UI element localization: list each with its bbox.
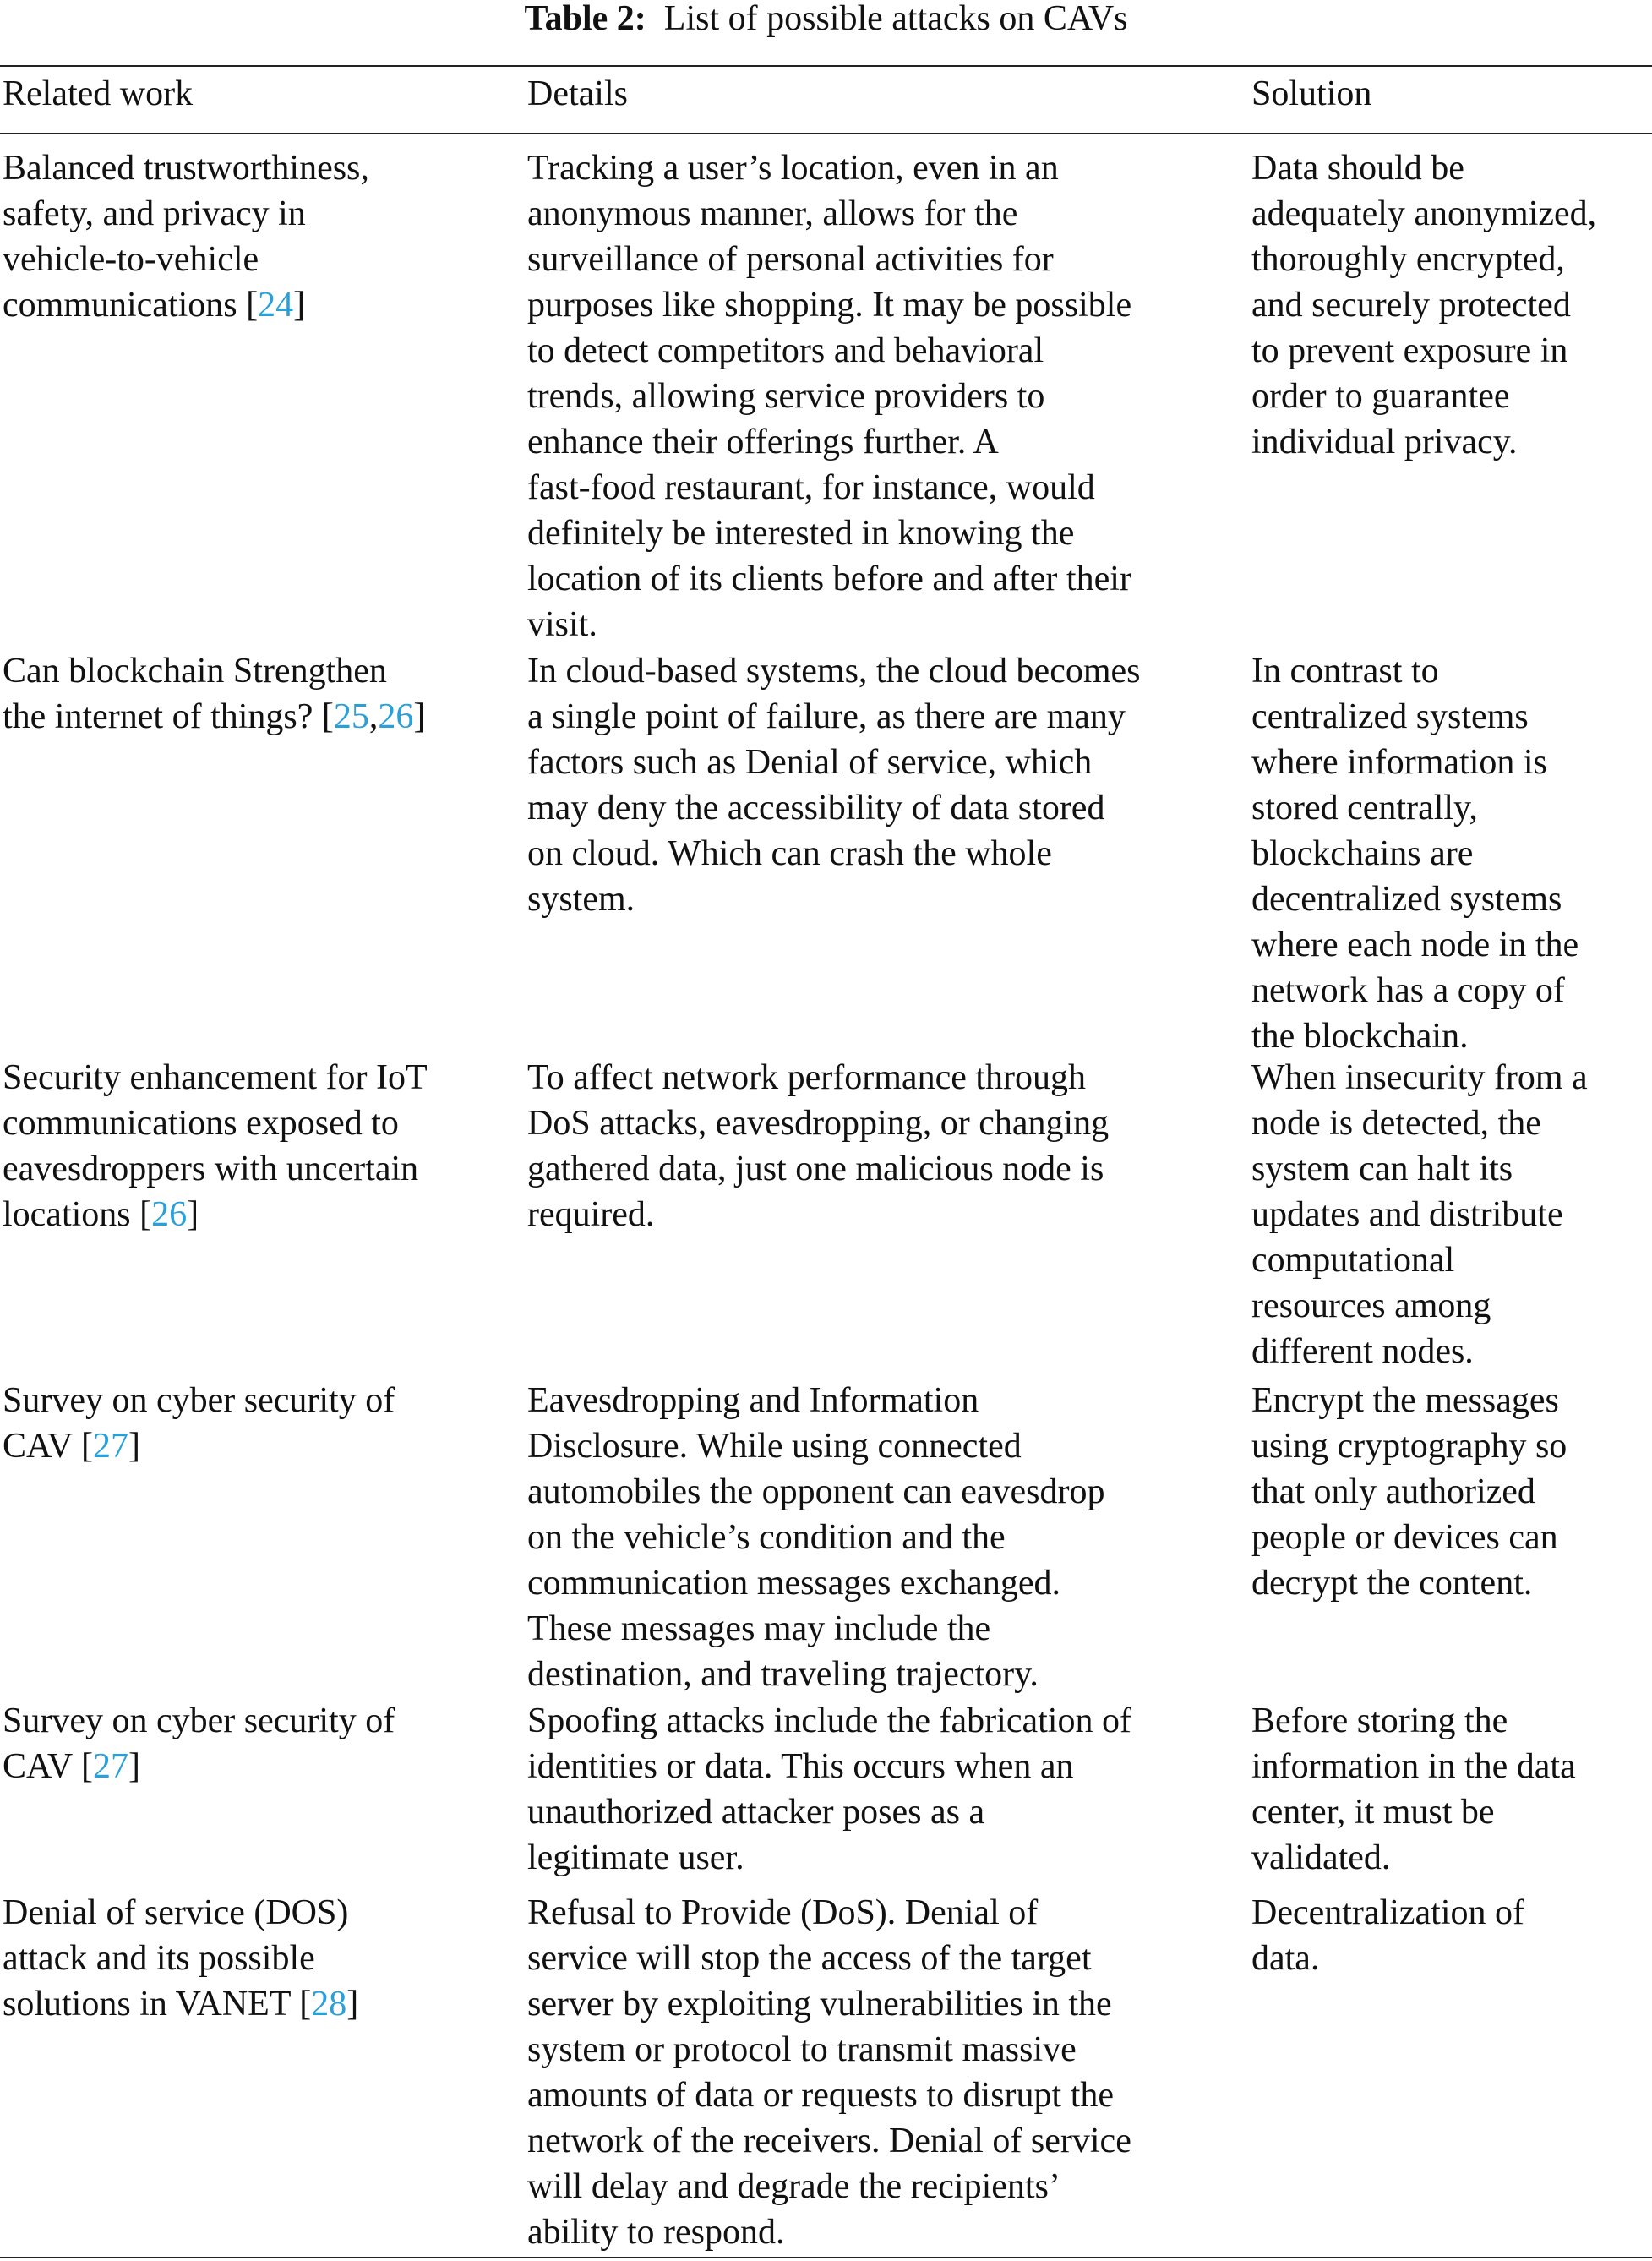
text-segment: to detect competitors and behavioral (527, 331, 1044, 370)
text-segment: These messages may include the (527, 1609, 991, 1648)
text-line (527, 374, 1131, 419)
text-line (1251, 877, 1578, 922)
text-line (1251, 922, 1578, 968)
text-segment: decrypt the content. (1251, 1564, 1533, 1603)
caption-title: List of possible attacks on CAVs (663, 0, 1128, 38)
text-segment: updates and distribute (1251, 1195, 1563, 1234)
details-cell (527, 648, 1140, 922)
text-segment: will delay and degrade the recipients’ (527, 2167, 1060, 2206)
text-segment: center, it must be (1251, 1793, 1495, 1832)
text-segment: communication messages exchanged. (527, 1564, 1060, 1603)
text-line (527, 465, 1131, 511)
text-line (527, 1423, 1104, 1469)
text-segment: solutions in VANET [ (3, 1985, 312, 2023)
text-segment: trends, allowing service providers to (527, 377, 1045, 416)
text-line (527, 145, 1131, 191)
text-line (1251, 1100, 1588, 1146)
text-line (1251, 1560, 1567, 1606)
text-segment: blockchains are (1251, 834, 1474, 873)
solution-cell (1251, 1698, 1576, 1881)
details-cell (527, 145, 1131, 647)
text-segment: Data should be (1251, 149, 1464, 188)
text-segment: adequately anonymized, (1251, 194, 1597, 233)
related-work-cell (3, 1055, 428, 1237)
text-segment: required. (527, 1195, 655, 1234)
text-line (1251, 1835, 1576, 1881)
text-segment: ] (413, 697, 426, 736)
text-line (527, 2164, 1131, 2209)
text-line (3, 1981, 358, 2027)
text-line (1251, 191, 1596, 237)
solution-cell (1251, 1890, 1524, 1981)
text-segment: server by exploiting vulnerabilities in the (527, 1985, 1112, 2023)
text-line (527, 1192, 1109, 1237)
text-line (527, 694, 1140, 740)
text-line (527, 511, 1131, 556)
text-segment: Eavesdropping and Information (527, 1381, 979, 1420)
related-work-cell (3, 145, 369, 328)
citation-link[interactable]: 24 (258, 286, 294, 325)
text-line (3, 1100, 428, 1146)
text-line (527, 282, 1131, 328)
text-segment: When insecurity from a (1251, 1058, 1588, 1097)
text-line (1251, 785, 1578, 831)
citation-link[interactable]: 26 (151, 1195, 188, 1234)
text-line (527, 237, 1131, 282)
header-solution: Solution (1251, 74, 1372, 113)
citation-link[interactable]: 28 (311, 1985, 347, 2023)
text-line (527, 1100, 1109, 1146)
text-segment: order to guarantee (1251, 377, 1510, 416)
text-segment: stored centrally, (1251, 789, 1478, 827)
text-line (3, 191, 369, 237)
text-line (527, 1469, 1104, 1515)
text-line (3, 1890, 358, 1936)
text-line (527, 1936, 1131, 1981)
text-line (1251, 1469, 1567, 1515)
text-line (1251, 968, 1578, 1013)
text-segment: Refusal to Provide (DoS). Denial of (527, 1893, 1039, 1932)
text-segment: automobiles the opponent can eavesdrop (527, 1472, 1105, 1511)
text-line (1251, 419, 1596, 465)
table-header-rule (0, 133, 1652, 134)
text-line (1251, 1329, 1588, 1374)
text-line (1251, 1192, 1588, 1237)
text-segment: CAV [ (3, 1427, 93, 1466)
text-segment: To affect network performance through (527, 1058, 1087, 1097)
text-segment: where information is (1251, 743, 1547, 782)
text-line (1251, 831, 1578, 877)
text-line (527, 740, 1140, 785)
text-segment: using cryptography so (1251, 1427, 1567, 1466)
text-line (1251, 1237, 1588, 1283)
text-segment: Survey on cyber security of (3, 1701, 395, 1740)
text-line (527, 831, 1140, 877)
text-line (1251, 145, 1596, 191)
text-line (527, 1515, 1104, 1560)
text-segment: ] (128, 1427, 140, 1466)
text-segment: anonymous manner, allows for the (527, 194, 1018, 233)
caption-label: Table 2: (524, 0, 646, 38)
text-segment: system. (527, 880, 635, 919)
text-line (527, 1835, 1131, 1881)
text-segment: safety, and privacy in (3, 194, 306, 233)
text-line (3, 1698, 395, 1744)
text-segment: Encrypt the messages (1251, 1381, 1559, 1420)
text-segment: to prevent exposure in (1251, 331, 1568, 370)
text-segment: may deny the accessibility of data stored (527, 789, 1105, 827)
text-line (1251, 740, 1578, 785)
text-segment: gathered data, just one malicious node is (527, 1150, 1104, 1188)
details-cell (527, 1698, 1131, 1881)
text-segment: Spoofing attacks include the fabrication of (527, 1701, 1131, 1740)
text-segment: node is detected, the (1251, 1104, 1541, 1143)
text-segment: and securely protected (1251, 286, 1571, 325)
text-line (527, 602, 1131, 647)
text-line (527, 1560, 1104, 1606)
text-line (3, 282, 369, 328)
text-line (527, 1744, 1131, 1789)
text-segment: In contrast to (1251, 652, 1439, 691)
text-segment: ] (128, 1747, 140, 1786)
text-segment: visit. (527, 605, 597, 644)
text-line (1251, 1515, 1567, 1560)
details-cell (527, 1378, 1104, 1697)
text-segment: Survey on cyber security of (3, 1381, 395, 1420)
text-line (1251, 1698, 1576, 1744)
text-line (1251, 328, 1596, 374)
text-segment: information in the data (1251, 1747, 1576, 1786)
text-line (527, 1652, 1104, 1697)
text-segment: CAV [ (3, 1747, 93, 1786)
text-line (1251, 1146, 1588, 1192)
text-line (1251, 1744, 1576, 1789)
text-segment: identities or data. This occurs when an (527, 1747, 1074, 1786)
text-line (3, 1936, 358, 1981)
text-segment: Decentralization of (1251, 1893, 1524, 1932)
text-line (527, 1055, 1109, 1100)
text-line (3, 1744, 395, 1789)
text-line (1251, 1283, 1588, 1329)
text-segment: attack and its possible (3, 1939, 315, 1978)
solution-cell (1251, 1055, 1588, 1374)
text-segment: Denial of service (DOS) (3, 1893, 349, 1932)
text-line (527, 1146, 1109, 1192)
text-line (527, 2209, 1131, 2255)
text-line (3, 1423, 395, 1469)
solution-cell (1251, 145, 1596, 465)
header-details: Details (527, 74, 628, 113)
citation-link[interactable]: 26 (378, 697, 414, 736)
text-segment: people or devices can (1251, 1518, 1558, 1557)
text-segment: Tracking a user’s location, even in an (527, 149, 1059, 188)
text-segment: on the vehicle’s condition and the (527, 1518, 1006, 1557)
text-segment: DoS attacks, eavesdropping, or changing (527, 1104, 1110, 1143)
text-segment: network of the receivers. Denial of service (527, 2122, 1131, 2160)
text-line (527, 648, 1140, 694)
text-segment: ] (346, 1985, 359, 2023)
text-line (1251, 282, 1596, 328)
related-work-cell (3, 648, 425, 740)
text-segment: on cloud. Which can crash the whole (527, 834, 1052, 873)
text-segment: the internet of things? [ (3, 697, 334, 736)
text-line (1251, 374, 1596, 419)
text-line (1251, 1890, 1524, 1936)
text-segment: thoroughly encrypted, (1251, 240, 1565, 279)
header-related-work: Related work (3, 74, 194, 113)
text-segment: purposes like shopping. It may be possible (527, 286, 1132, 325)
text-line (3, 145, 369, 191)
text-segment: ] (187, 1195, 199, 1234)
text-line (1251, 1789, 1576, 1835)
text-segment: Balanced trustworthiness, (3, 149, 369, 188)
text-line (527, 2118, 1131, 2164)
text-segment: Security enhancement for IoT (3, 1058, 428, 1097)
details-cell (527, 1890, 1131, 2255)
text-segment: ability to respond. (527, 2213, 785, 2252)
text-segment: that only authorized (1251, 1472, 1535, 1511)
text-segment: computational (1251, 1241, 1455, 1280)
text-segment: definitely be interested in knowing the (527, 514, 1075, 553)
text-segment: network has a copy of (1251, 971, 1565, 1010)
text-segment: where each node in the (1251, 926, 1579, 964)
table-bottom-rule (0, 2257, 1652, 2258)
citation-link[interactable]: 25 (333, 697, 369, 736)
text-line (3, 694, 425, 740)
text-line (527, 1378, 1104, 1423)
text-segment: amounts of data or requests to disrupt the (527, 2076, 1115, 2115)
text-segment: Before storing the (1251, 1701, 1508, 1740)
text-line (1251, 237, 1596, 282)
text-segment: different nodes. (1251, 1332, 1474, 1371)
text-line (3, 1192, 428, 1237)
text-segment: In cloud-based systems, the cloud becomes (527, 652, 1141, 691)
details-cell (527, 1055, 1109, 1237)
text-segment: communications exposed to (3, 1104, 399, 1143)
text-segment: decentralized systems (1251, 880, 1562, 919)
text-segment: enhance their offerings further. A (527, 423, 999, 461)
related-work-cell (3, 1378, 395, 1469)
text-segment: , (368, 697, 379, 736)
text-segment: unauthorized attacker poses as a (527, 1793, 985, 1832)
text-segment: the blockchain. (1251, 1017, 1469, 1056)
text-line (3, 648, 425, 694)
text-segment: validated. (1251, 1838, 1391, 1877)
text-segment: Disclosure. While using connected (527, 1427, 1022, 1466)
text-segment: eavesdroppers with uncertain (3, 1150, 419, 1188)
text-line (527, 556, 1131, 602)
text-segment: data. (1251, 1939, 1320, 1978)
text-segment: locations [ (3, 1195, 152, 1234)
text-segment: system can halt its (1251, 1150, 1513, 1188)
text-segment: destination, and traveling trajectory. (527, 1655, 1039, 1694)
table-top-rule (0, 65, 1652, 67)
text-segment: Can blockchain Strengthen (3, 652, 387, 691)
text-line (527, 1789, 1131, 1835)
text-segment: service will stop the access of the target (527, 1939, 1092, 1978)
related-work-cell (3, 1890, 358, 2027)
text-line (527, 1606, 1104, 1652)
text-line (527, 877, 1140, 922)
solution-cell (1251, 1378, 1567, 1606)
text-line (3, 1146, 428, 1192)
text-line (1251, 1055, 1588, 1100)
text-segment: vehicle-to-vehicle (3, 240, 259, 279)
text-line (1251, 1378, 1567, 1423)
text-line (527, 191, 1131, 237)
text-line (3, 1378, 395, 1423)
text-segment: location of its clients before and after their (527, 560, 1131, 598)
text-segment: a single point of failure, as there are many (527, 697, 1126, 736)
text-segment: factors such as Denial of service, which (527, 743, 1093, 782)
text-segment: fast-food restaurant, for instance, would (527, 468, 1095, 507)
text-line (1251, 648, 1578, 694)
text-segment: resources among (1251, 1286, 1491, 1325)
text-segment: ] (293, 286, 306, 325)
text-line (527, 1981, 1131, 2027)
text-line (527, 2073, 1131, 2118)
solution-cell (1251, 648, 1578, 1059)
text-segment: legitimate user. (527, 1838, 744, 1877)
text-line (527, 1698, 1131, 1744)
table-caption (0, 0, 1652, 37)
text-line (1251, 1013, 1578, 1059)
text-segment: surveillance of personal activities for (527, 240, 1054, 279)
text-line (3, 237, 369, 282)
citation-link[interactable]: 27 (93, 1427, 128, 1466)
text-segment: system or protocol to transmit massive (527, 2030, 1077, 2069)
text-line (1251, 1936, 1524, 1981)
citation-link[interactable]: 27 (93, 1747, 128, 1786)
text-line (527, 419, 1131, 465)
text-line (527, 2027, 1131, 2073)
text-line (3, 1055, 428, 1100)
text-line (1251, 694, 1578, 740)
text-segment: individual privacy. (1251, 423, 1518, 461)
related-work-cell (3, 1698, 395, 1789)
text-segment: communications [ (3, 286, 259, 325)
text-line (1251, 1423, 1567, 1469)
text-line (527, 1890, 1131, 1936)
text-line (527, 785, 1140, 831)
text-line (527, 328, 1131, 374)
text-segment: centralized systems (1251, 697, 1529, 736)
